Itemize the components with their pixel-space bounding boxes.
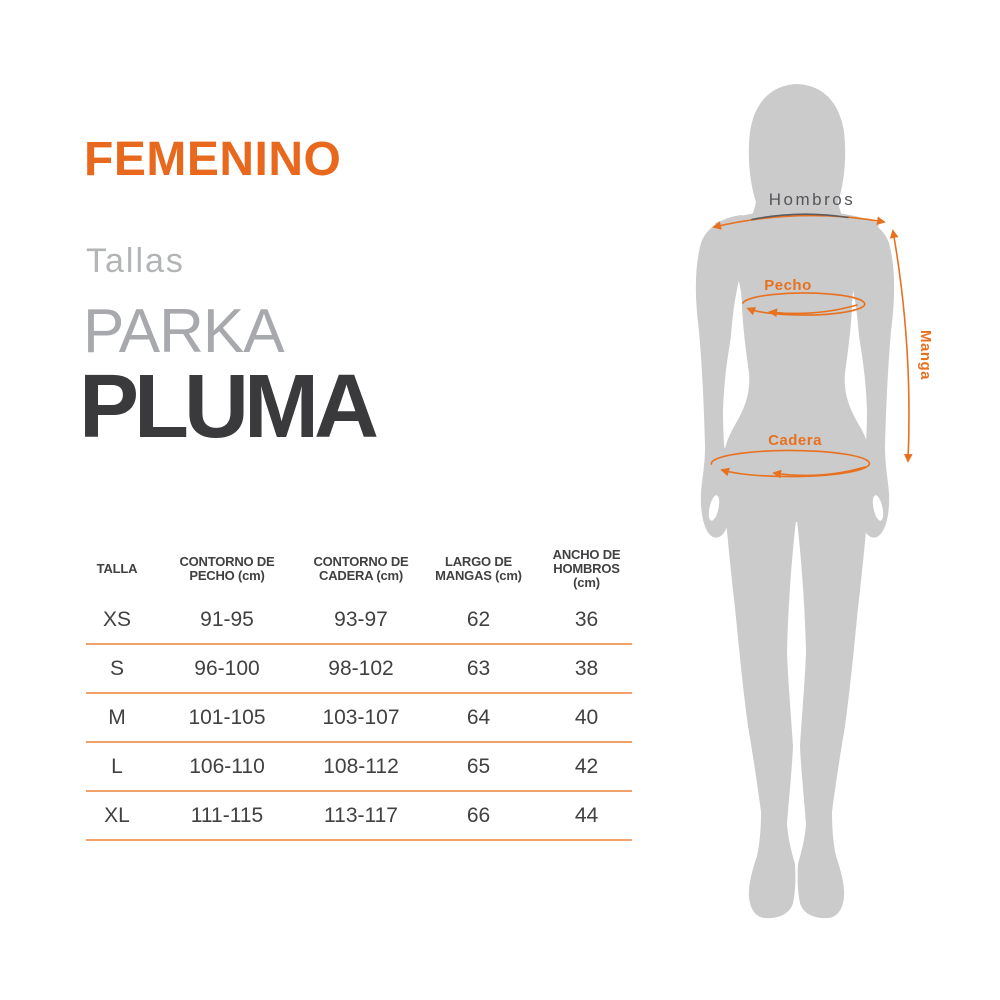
cell-hombros: 42 [574, 754, 599, 778]
header-line: TALLA [96, 561, 138, 576]
cell-mangas: 64 [466, 705, 491, 729]
header-line: CONTORNO DE [179, 554, 275, 569]
female-silhouette [696, 84, 894, 918]
cell-talla: S [109, 656, 124, 680]
cell-pecho: 101-105 [188, 705, 266, 729]
cell-cadera: 108-112 [323, 754, 399, 778]
cell-mangas: 65 [466, 754, 491, 778]
header-line: LARGO DE [444, 554, 512, 569]
hip-label: Cadera [768, 432, 822, 449]
cell-pecho: 106-110 [189, 754, 265, 778]
header-line: HOMBROS (cm) [553, 561, 620, 590]
chest-label: Pecho [764, 277, 812, 294]
cell-pecho: 91-95 [200, 607, 254, 631]
cell-hombros: 44 [574, 803, 599, 827]
cell-pecho: 96-100 [194, 656, 260, 680]
shoulders-label: Hombros [768, 190, 856, 209]
header-line: ANCHO DE [552, 547, 621, 562]
cell-mangas: 62 [466, 607, 491, 631]
cell-hombros: 40 [574, 705, 599, 729]
cell-cadera: 93-97 [334, 607, 388, 631]
cell-talla: XL [104, 803, 130, 827]
cell-cadera: 103-107 [322, 705, 400, 729]
cell-cadera: 113-117 [324, 803, 398, 827]
cell-hombros: 38 [574, 656, 599, 680]
header-line: CONTORNO DE [313, 554, 409, 569]
gender-title: FEMENINO [84, 133, 342, 186]
header-line: PECHO (cm) [189, 568, 265, 583]
silhouette-leg-right [797, 446, 873, 918]
cell-pecho: 111-115 [190, 803, 264, 827]
sleeve-arrow [893, 231, 909, 461]
cell-talla: M [108, 705, 126, 729]
product-name-line2: PLUMA [79, 357, 374, 457]
cell-cadera: 98-102 [328, 656, 394, 680]
silhouette-leg-left [720, 446, 796, 918]
product-name-line1: PARKA [83, 297, 284, 366]
cell-hombros: 36 [574, 607, 599, 631]
cell-talla: L [111, 754, 123, 778]
header-line: MANGAS (cm) [435, 568, 522, 583]
cell-talla: XS [102, 607, 131, 631]
cell-mangas: 66 [466, 803, 491, 827]
section-subtitle: Tallas [86, 242, 185, 280]
sleeve-label: Manga [917, 329, 934, 381]
cell-mangas: 63 [466, 656, 491, 680]
header-line: CADERA (cm) [319, 568, 403, 583]
